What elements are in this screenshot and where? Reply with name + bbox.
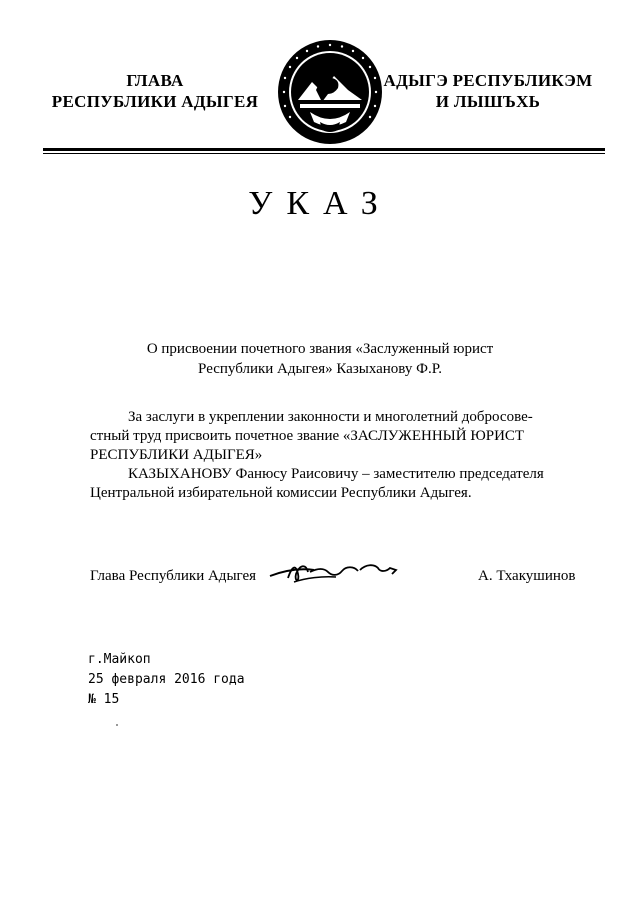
header-left-line2: РЕСПУБЛИКИ АДЫГЕЯ [51, 92, 259, 111]
header-right-line1: АДЫГЭ РЕСПУБЛИКЭМ [383, 71, 593, 90]
header-right-line2: И ЛЫШЪХЬ [435, 92, 541, 111]
header-divider-thick [43, 148, 605, 151]
body-line1: За заслуги в укреплении законности и многолетний добросове- [128, 409, 533, 425]
scan-speck [116, 724, 118, 726]
decree-number: № 15 [88, 692, 120, 707]
body-line3: РЕСПУБЛИКИ АДЫГЕЯ» [90, 447, 263, 463]
body-line5: Центральной избирательной комиссии Республики Адыгея. [90, 485, 472, 501]
coat-of-arms-icon [276, 38, 384, 146]
body-line2: стный труд присвоить почетное звание «ЗАСЛУЖЕННЫЙ ЮРИСТ [90, 428, 525, 444]
signatory-post: Глава Республики Адыгея [90, 568, 257, 584]
subject-line2: Республики Адыгея» Казыханову Ф.Р. [198, 361, 442, 377]
subject-line1: О присвоении почетного звания «Заслуженный юрист [146, 341, 494, 357]
document-title: УКАЗ [248, 185, 392, 222]
header-divider-thin [43, 153, 605, 154]
header-left-title [40, 70, 270, 112]
decree-subject [110, 339, 530, 379]
signatory-name: А. Тхакушинов [478, 568, 576, 584]
issue-place: г.Майкоп [88, 652, 151, 667]
body-line4: КАЗЫХАНОВУ Фанюсу Раисовичу – заместителю председателя [128, 466, 544, 482]
handwritten-signature [266, 556, 406, 586]
decree-body [90, 408, 575, 503]
header-left-line1: ГЛАВА [126, 71, 184, 90]
header-right-title [383, 70, 593, 112]
issue-date: 25 февраля 2016 года [88, 672, 245, 687]
